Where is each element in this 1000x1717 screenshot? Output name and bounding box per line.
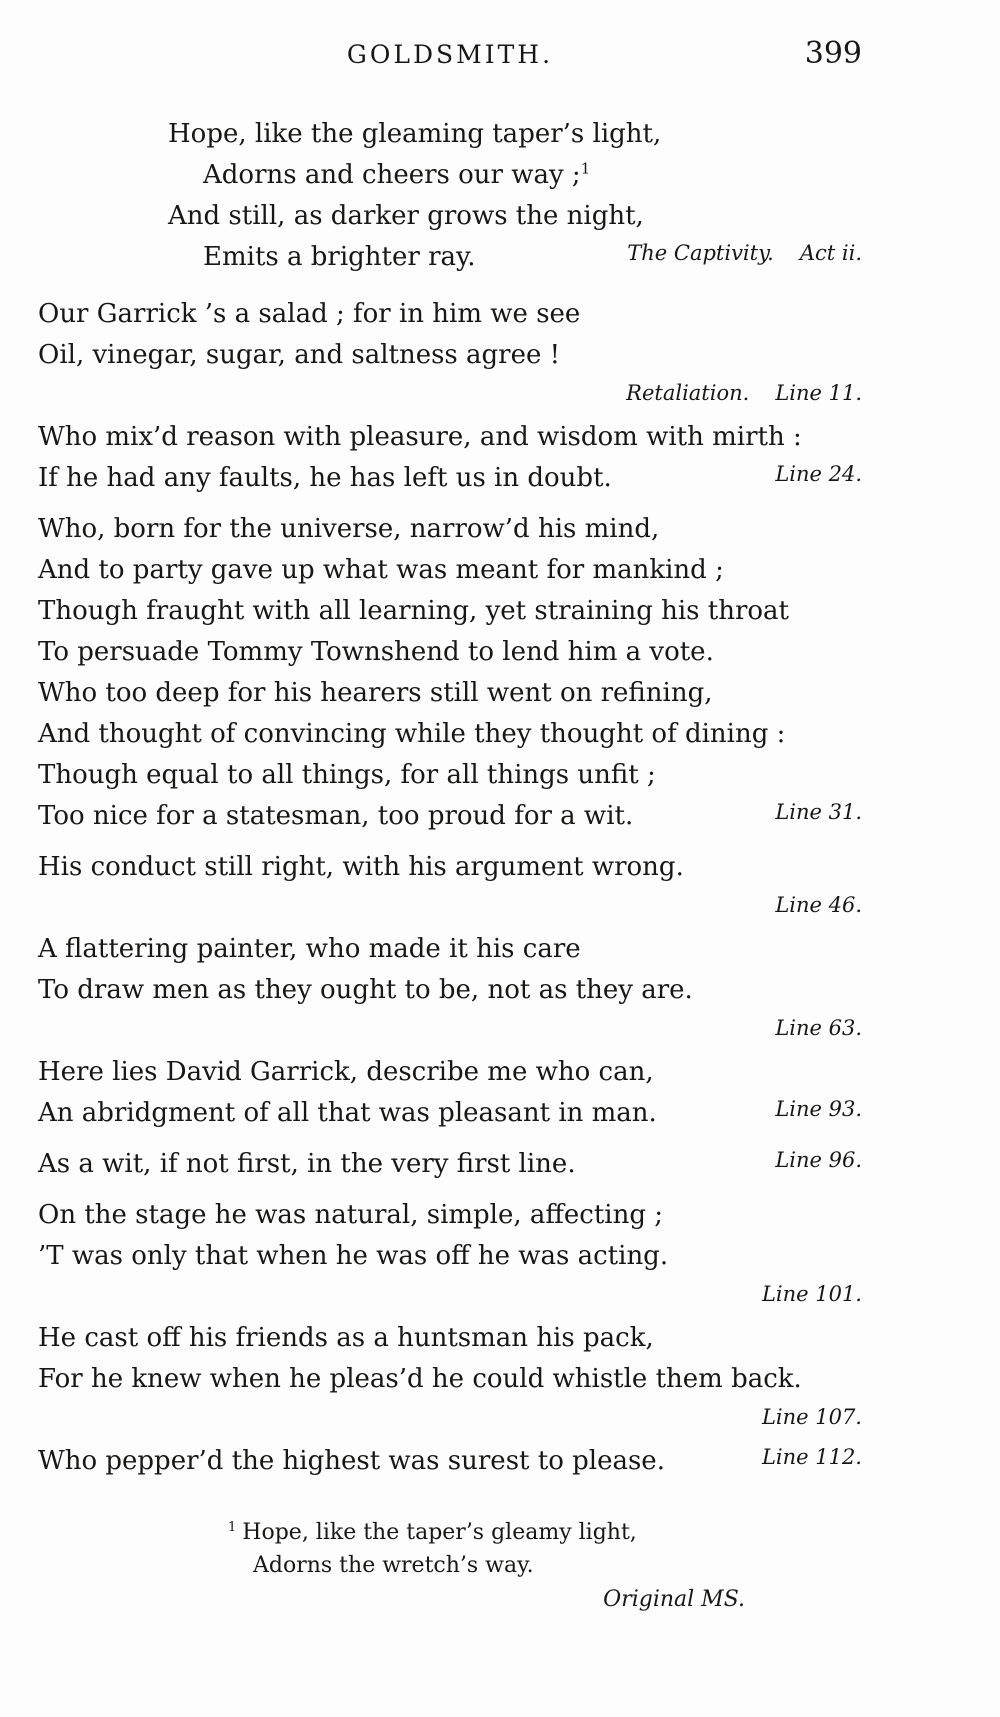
verse-text: Adorns and cheers our way ; [203,160,581,190]
verse-line [38,458,862,499]
verse-line [38,114,862,155]
citation-segment: Line 112. [761,1445,862,1469]
verse-line [38,237,862,278]
citation [762,1437,862,1478]
footnote-citation: Original MS. [603,1587,745,1612]
verse-line [38,509,862,550]
citation-segment: Line 11. [775,381,862,405]
citation-segment: Line 93. [775,1097,862,1121]
quote-retaliation-line-24 [38,417,862,499]
citation-segment: Retaliation. [626,381,750,405]
verse-text: On the stage he was natural, simple, affecting ; [38,1200,664,1230]
citation [775,1140,862,1181]
footnote-line: Adorns the wretch’s way. [253,1553,534,1578]
verse-text: Too nice for a statesman, too proud for a wit. [38,801,634,831]
citation [775,454,862,495]
footnote-text: Hope, like the taper’s gleamy light, [242,1520,637,1545]
verse-text: To draw men as they ought to be, not as they are. [38,975,693,1005]
citation-segment: Line 31. [775,800,862,824]
verse-line [38,1093,862,1134]
citation-segment: The Captivity. [627,241,774,265]
text-block [38,0,862,1616]
quote-retaliation-line-31 [38,509,862,837]
verse-line [38,755,862,796]
verse-text: As a wit, if not first, in the very first line. [38,1149,576,1179]
verse-text: Our Garrick ’s a salad ; for in him we see [38,299,581,329]
verse-line [38,673,862,714]
running-head: GOLDSMITH. [346,40,554,69]
verse-text: And to party gave up what was meant for mankind ; [38,555,724,585]
verse-text: Who, born for the universe, narrow’d his mind, [38,514,660,544]
verse-text: Oil, vinegar, sugar, and saltness agree ! [38,340,561,370]
citation [38,891,862,919]
citation-segment: Line 46. [775,893,862,917]
verse-text: For he knew when he pleas’d he could whistle them back. [38,1364,802,1394]
verse-text: Who pepper’d the highest was surest to please. [38,1446,665,1476]
quote-retaliation-line-112 [38,1441,862,1482]
verse-text: If he had any faults, he has left us in doubt. [38,463,612,493]
quote-retaliation-line-101 [38,1195,862,1308]
verse-line [38,1236,862,1277]
verse-line [38,796,862,837]
verse-line [38,1318,862,1359]
verse-line [38,1195,862,1236]
verse-text: Here lies David Garrick, describe me who can, [38,1057,654,1087]
quote-retaliation-line-93 [38,1052,862,1134]
verse-text: Emits a brighter ray. [203,242,476,272]
verse-text: Who mix’d reason with pleasure, and wisdom with mirth : [38,422,802,452]
verse-line [38,196,862,237]
citation [38,379,862,407]
citation-segment: Act ii. [799,241,862,265]
verse-text: An abridgment of all that was pleasant in man. [38,1098,657,1128]
verse-text: Though equal to all things, for all things unfit ; [38,760,656,790]
quote-retaliation-line-96 [38,1144,862,1185]
verse-line [38,550,862,591]
verse-text: To persuade Tommy Townshend to lend him a vote. [38,637,714,667]
citation [775,1089,862,1130]
verse-line [38,1359,862,1400]
verse-text: He cast off his friends as a huntsman his pack, [38,1323,654,1353]
citation [38,1280,862,1308]
verse-line [38,1144,862,1185]
citation-segment: Line 101. [761,1282,862,1306]
footnote-line [228,1516,862,1549]
verse-line [38,632,862,673]
footnote-marker: 1 [228,1519,237,1535]
verse-text: Hope, like the gleaming taper’s light, [168,119,662,149]
verse-text: His conduct still right, with his argument wrong. [38,852,684,882]
verse-line [38,929,862,970]
citation [38,1014,862,1042]
verse-line [38,335,862,376]
verse-text: ’T was only that when he was off he was acting. [38,1241,669,1271]
citation-segment: Line 24. [775,462,862,486]
citation [627,233,862,274]
citation [38,1403,862,1431]
verse-line [38,591,862,632]
verse-line [38,970,862,1011]
quote-retaliation-line-107 [38,1318,862,1431]
verse-line [38,714,862,755]
citation-segment: Line 63. [775,1016,862,1040]
verse-line [38,294,862,335]
quotations-list [38,114,862,1482]
verse-text: And still, as darker grows the night, [168,201,644,231]
verse-text: Who too deep for his hearers still went on refining, [38,678,713,708]
quote-retaliation-line-11 [38,294,862,407]
footnote [228,1516,862,1616]
verse-line [38,155,862,196]
verse-line [38,847,862,888]
footnote-reference: 1 [580,159,591,178]
page-number: 399 [804,36,862,71]
citation [775,792,862,833]
verse-text: And thought of convincing while they thought of dining : [38,719,786,749]
verse-line [38,1441,862,1482]
verse-text: A flattering painter, who made it his care [38,934,581,964]
quote-retaliation-line-46 [38,847,862,919]
verse-text: Though fraught with all learning, yet straining his throat [38,596,790,626]
verse-line [38,1052,862,1093]
verse-line [38,417,862,458]
quote-captivity-stanza [38,114,862,278]
citation-segment: Line 96. [775,1148,862,1172]
citation-segment: Line 107. [761,1405,862,1429]
quote-retaliation-line-63 [38,929,862,1042]
page-header [38,36,862,84]
